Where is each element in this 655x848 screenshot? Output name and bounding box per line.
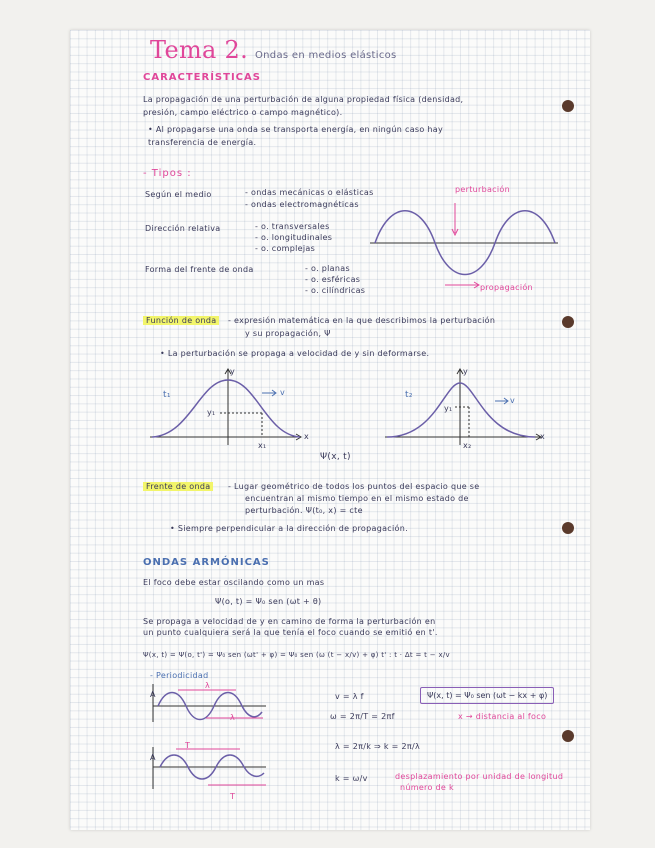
pulse-diagram-t1 xyxy=(150,365,320,455)
relation: v = λ f xyxy=(335,692,364,701)
type-item: - o. esféricas xyxy=(305,275,361,284)
type-item: - o. complejas xyxy=(255,244,316,253)
type-item: - o. cilíndricas xyxy=(305,286,366,295)
wave-function-label: Ψ(x, t) xyxy=(320,452,351,462)
axis-label: y xyxy=(230,367,236,376)
time-label: t₂ xyxy=(405,390,413,400)
definition-line: - expresión matemática en la que describimos la perturbación xyxy=(228,316,496,325)
paragraph-line: El foco debe estar oscilando como un mas xyxy=(143,578,325,587)
velocity-label: v xyxy=(280,388,286,397)
bullet-line: • La perturbación se propaga a velocidad de y sin deformarse. xyxy=(160,349,430,358)
axis-label: y xyxy=(463,367,469,376)
relation: λ = 2π/k ⇒ k = 2π/λ xyxy=(335,742,421,751)
value-label: x₁ xyxy=(258,441,267,450)
page-subtitle: Ondas en medios elásticos xyxy=(255,50,397,61)
lambda-label: λ xyxy=(205,681,211,690)
transverse-wave-diagram xyxy=(370,195,560,295)
relation-note: desplazamiento por unidad de longitud xyxy=(395,772,564,781)
distance-note: x → distancia al foco xyxy=(458,712,547,721)
binder-hole xyxy=(562,522,574,534)
relation: k = ω/v xyxy=(335,774,368,783)
lambda-label: λ xyxy=(230,713,236,722)
amplitude-label: A xyxy=(150,753,156,762)
period-diagram xyxy=(148,745,268,793)
axis-label: x xyxy=(540,432,546,441)
definition-line: perturbación. Ψ(t₀, x) = cte xyxy=(245,506,363,515)
value-label: x₂ xyxy=(463,441,472,450)
bullet-line: • Siempre perpendicular a la dirección de propagación. xyxy=(170,524,408,533)
period-label: T xyxy=(185,741,191,750)
time-label: t₁ xyxy=(163,390,171,400)
type-item: - o. transversales xyxy=(255,222,330,231)
perturbation-note: perturbación xyxy=(455,185,510,194)
term-highlight: Función de onda xyxy=(143,316,219,325)
section-heading: - Tipos : xyxy=(143,168,192,179)
paragraph-line: presión, campo eléctrico o campo magnético). xyxy=(143,108,343,117)
relation: ω = 2π/T = 2πf xyxy=(330,712,395,721)
term-highlight: Frente de onda xyxy=(143,482,213,491)
binder-hole xyxy=(562,730,574,742)
definition-line: encuentran al mismo tiempo en el mismo estado de xyxy=(245,494,469,503)
relation-note: número de k xyxy=(400,783,454,792)
bullet-line: transferencia de energía. xyxy=(148,138,257,147)
boxed-equation: Ψ(x, t) = Ψ₀ sen (ωt − kx + φ) xyxy=(420,687,554,704)
equation: Ψ(x, t) = Ψ(o, t') = Ψ₀ sen (ωt' + φ) = Ψ₀ sen (ω (t − x/v) + φ) t' : t · Δt = t − x/v xyxy=(143,651,450,659)
type-label: Forma del frente de onda xyxy=(145,265,254,274)
section-heading: CARACTERÍSTICAS xyxy=(143,72,261,83)
axis-label: x xyxy=(304,432,310,441)
bullet-line: • Al propagarse una onda se transporta energía, en ningún caso hay xyxy=(148,125,444,134)
paragraph-line: un punto cualquiera será la que tenía el foco cuando se emitió en t'. xyxy=(143,628,438,637)
page-title: Tema 2. xyxy=(150,36,249,64)
period-label: T xyxy=(230,792,236,801)
amplitude-label: A xyxy=(150,690,156,699)
type-item: - o. longitudinales xyxy=(255,233,333,242)
section-heading: ONDAS ARMÓNICAS xyxy=(143,557,270,568)
paragraph-line: La propagación de una perturbación de alguna propiedad física (densidad, xyxy=(143,95,464,104)
type-item: - o. planas xyxy=(305,264,350,273)
subheading: - Periodicidad xyxy=(150,671,209,680)
type-item: - ondas electromagnéticas xyxy=(245,200,359,209)
binder-hole xyxy=(562,316,574,328)
value-label: y₁ xyxy=(444,404,453,413)
binder-hole xyxy=(562,100,574,112)
definition-line: y su propagación, Ψ xyxy=(245,329,331,338)
velocity-label: v xyxy=(510,396,516,405)
equation: Ψ(o, t) = Ψ₀ sen (ωt + θ) xyxy=(215,597,322,606)
propagation-note: propagación xyxy=(480,283,533,292)
type-item: - ondas mecánicas o elásticas xyxy=(245,188,374,197)
value-label: y₁ xyxy=(207,408,216,417)
type-label: Según el medio xyxy=(145,190,212,199)
definition-line: - Lugar geométrico de todos los puntos del espacio que se xyxy=(228,482,480,491)
type-label: Dirección relativa xyxy=(145,224,221,233)
paragraph-line: Se propaga a velocidad de y en camino de forma la perturbación en xyxy=(143,617,436,626)
